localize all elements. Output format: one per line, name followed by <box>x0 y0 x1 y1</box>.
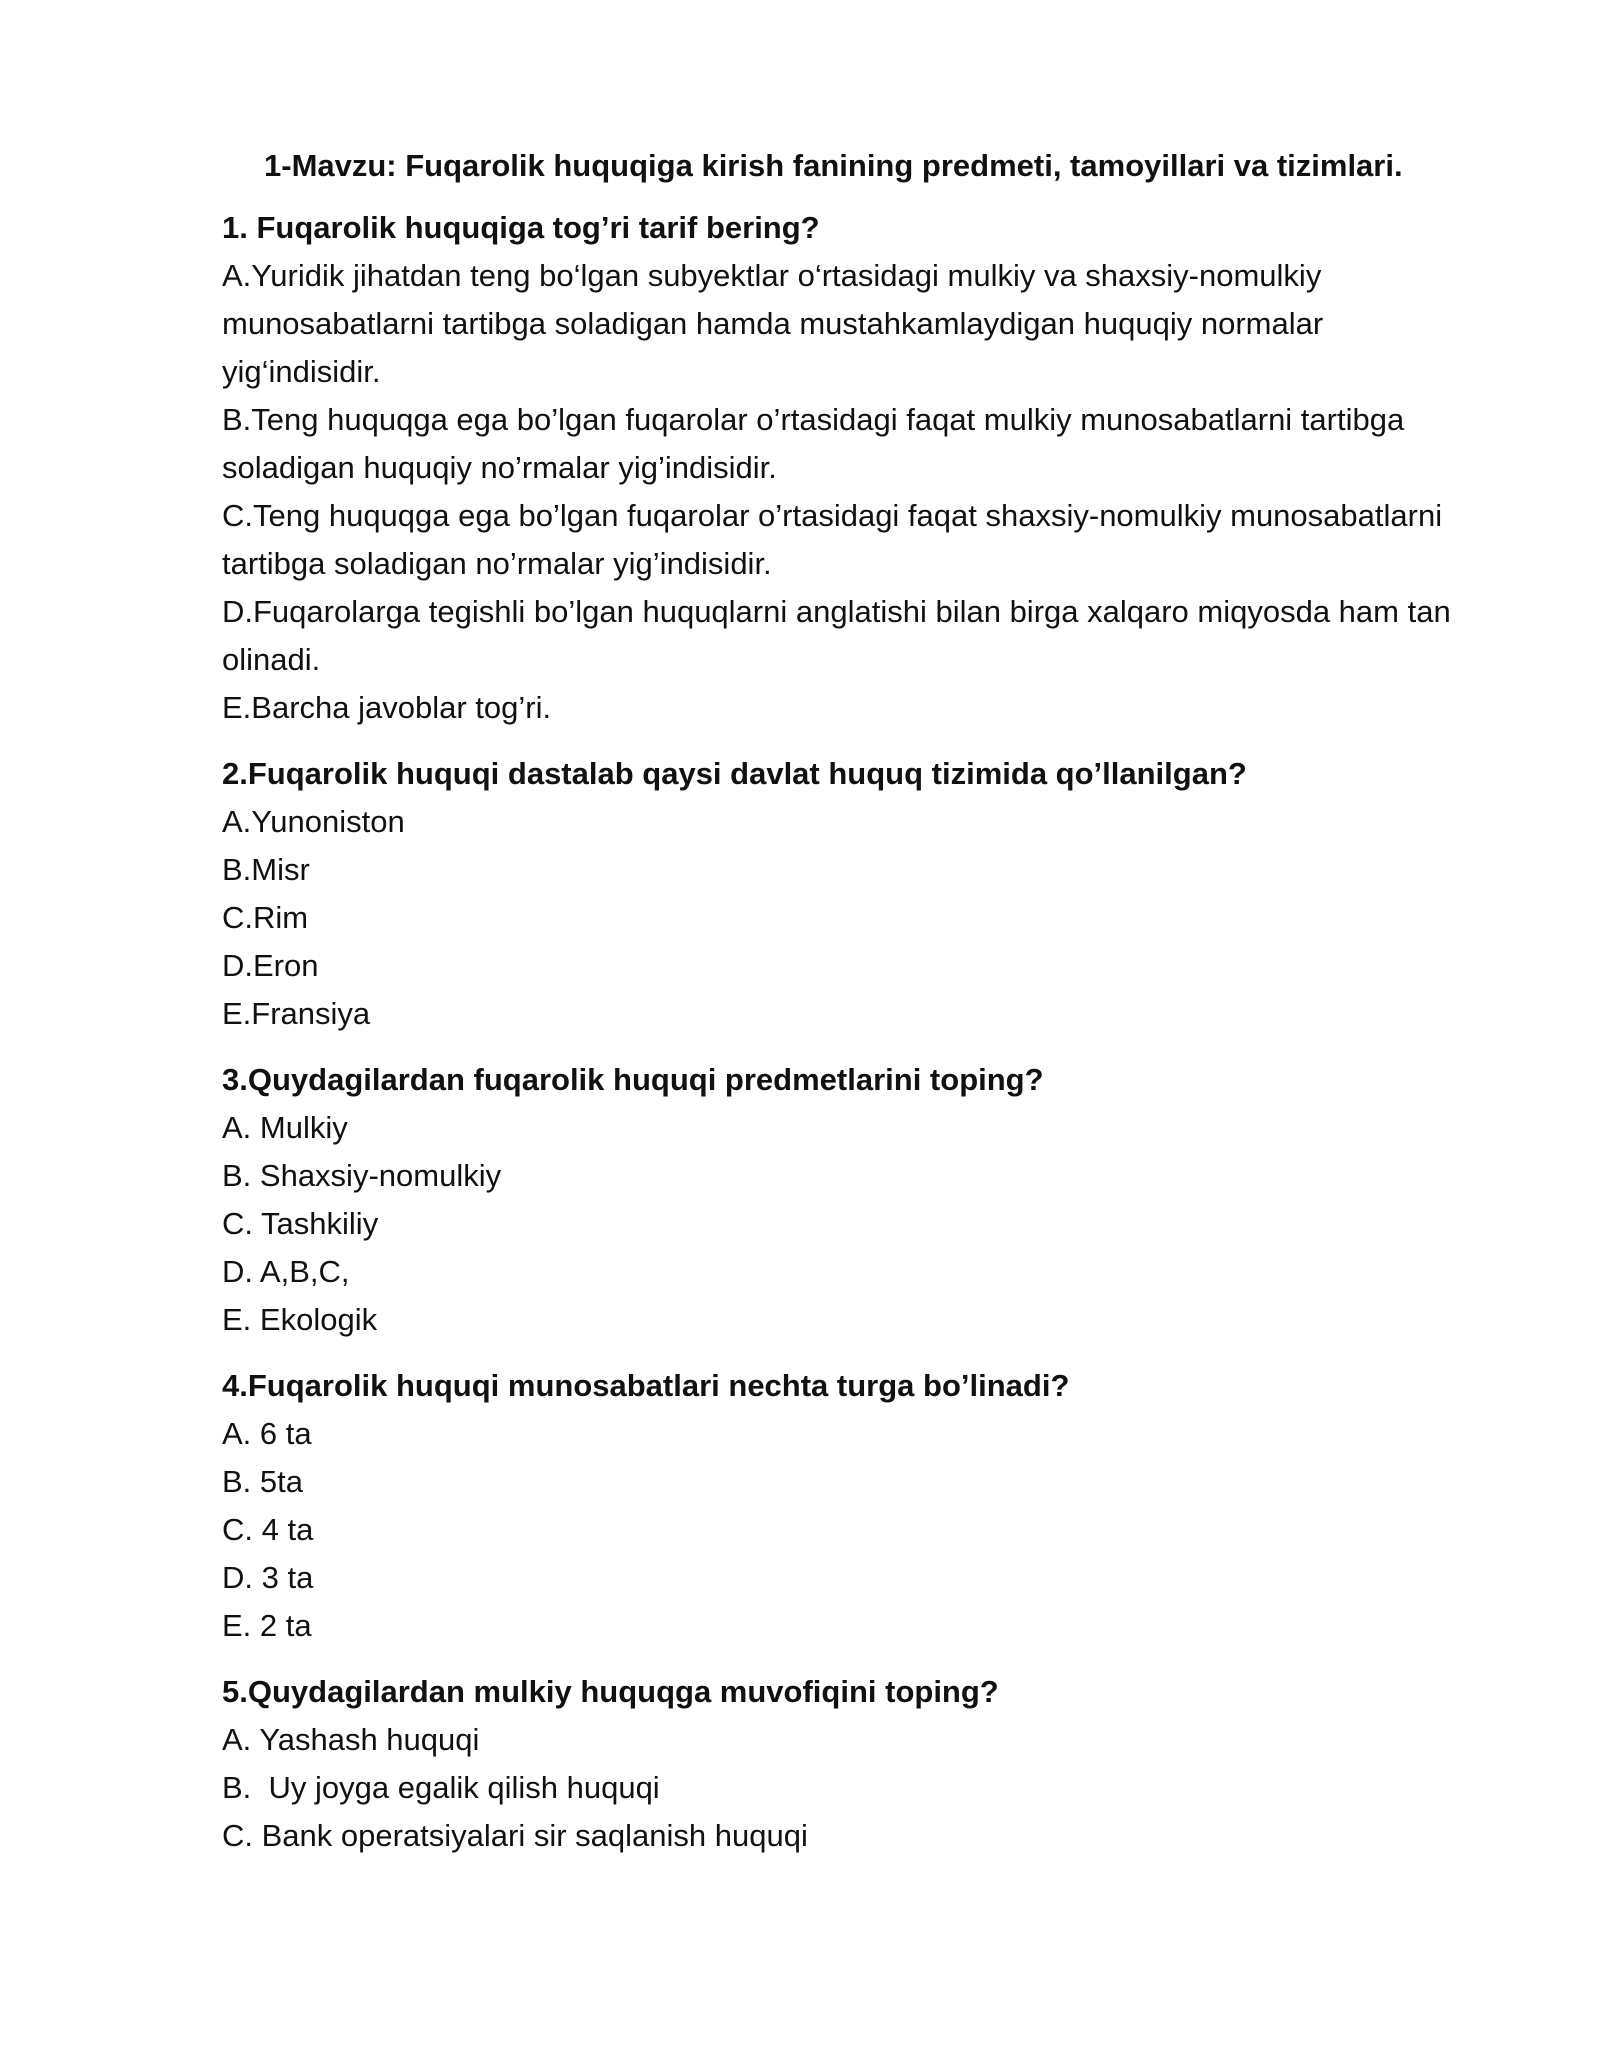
option-b: B. 5ta <box>222 1464 303 1499</box>
question-2 <box>222 750 1462 1038</box>
question-text: 1. Fuqarolik huquqiga tog’ri tarif bering? <box>222 210 820 245</box>
options-list <box>222 798 1462 1038</box>
option-d: D.Fuqarolarga tegishli bo’lgan huquqlarni anglatishi bilan birga xalqaro miqyosda ham tan olinadi. <box>222 594 1451 677</box>
option-a: A.Yunoniston <box>222 804 405 839</box>
option-d: D. A,B,C, <box>222 1254 350 1289</box>
options-list <box>222 252 1462 732</box>
option-b: B.Teng huquqga ega bo’lgan fuqarolar o’rtasidagi faqat mulkiy munosabatlarni tartibga soladigan huquqiy no’rmalar yig’indisidir. <box>222 402 1405 485</box>
options-list <box>222 1716 1462 1860</box>
option-b: B. Shaxsiy-nomulkiy <box>222 1158 502 1193</box>
question-text: 5.Quydagilardan mulkiy huquqga muvofiqini toping? <box>222 1674 999 1709</box>
question-5 <box>222 1668 1462 1860</box>
document-page <box>222 146 1462 1878</box>
option-b: B.Misr <box>222 852 310 887</box>
question-3 <box>222 1056 1462 1344</box>
option-e: E. 2 ta <box>222 1608 312 1643</box>
option-c: C. Bank operatsiyalari sir saqlanish huquqi <box>222 1818 808 1853</box>
option-a: A.Yuridik jihatdan teng bo‘lgan subyektlar o‘rtasidagi mulkiy va shaxsiy-nomulkiy munosabatlarni tartibga soladigan hamda mustahkamlaydigan huquqiy normalar yig‘indisidir. <box>222 258 1324 389</box>
option-a: A. Yashash huquqi <box>222 1722 480 1757</box>
question-1 <box>222 204 1462 732</box>
question-4 <box>222 1362 1462 1650</box>
document-title: 1-Mavzu: Fuqarolik huquqiga kirish fanining predmeti, tamoyillari va tizimlari. <box>264 148 1403 183</box>
question-text: 2.Fuqarolik huquqi dastalab qaysi davlat huquq tizimida qo’llanilgan? <box>222 756 1247 791</box>
option-e: E. Ekologik <box>222 1302 378 1337</box>
question-text: 3.Quydagilardan fuqarolik huquqi predmetlarini toping? <box>222 1062 1044 1097</box>
option-c: C. 4 ta <box>222 1512 314 1547</box>
options-list <box>222 1104 1462 1344</box>
option-a: A. 6 ta <box>222 1416 312 1451</box>
option-c: C.Rim <box>222 900 309 935</box>
option-c: C. Tashkiliy <box>222 1206 379 1241</box>
option-e: E.Fransiya <box>222 996 371 1031</box>
options-list <box>222 1410 1462 1650</box>
option-e: E.Barcha javoblar tog’ri. <box>222 690 552 725</box>
option-b: B. Uy joyga egalik qilish huquqi <box>222 1770 660 1805</box>
option-a: A. Mulkiy <box>222 1110 348 1145</box>
question-text: 4.Fuqarolik huquqi munosabatlari nechta turga bo’linadi? <box>222 1368 1070 1403</box>
option-d: D.Eron <box>222 948 319 983</box>
option-d: D. 3 ta <box>222 1560 314 1595</box>
option-c: C.Teng huquqga ega bo’lgan fuqarolar o’rtasidagi faqat shaxsiy-nomulkiy munosabatlarni tartibga soladigan no’rmalar yig’indisidir. <box>222 498 1443 581</box>
